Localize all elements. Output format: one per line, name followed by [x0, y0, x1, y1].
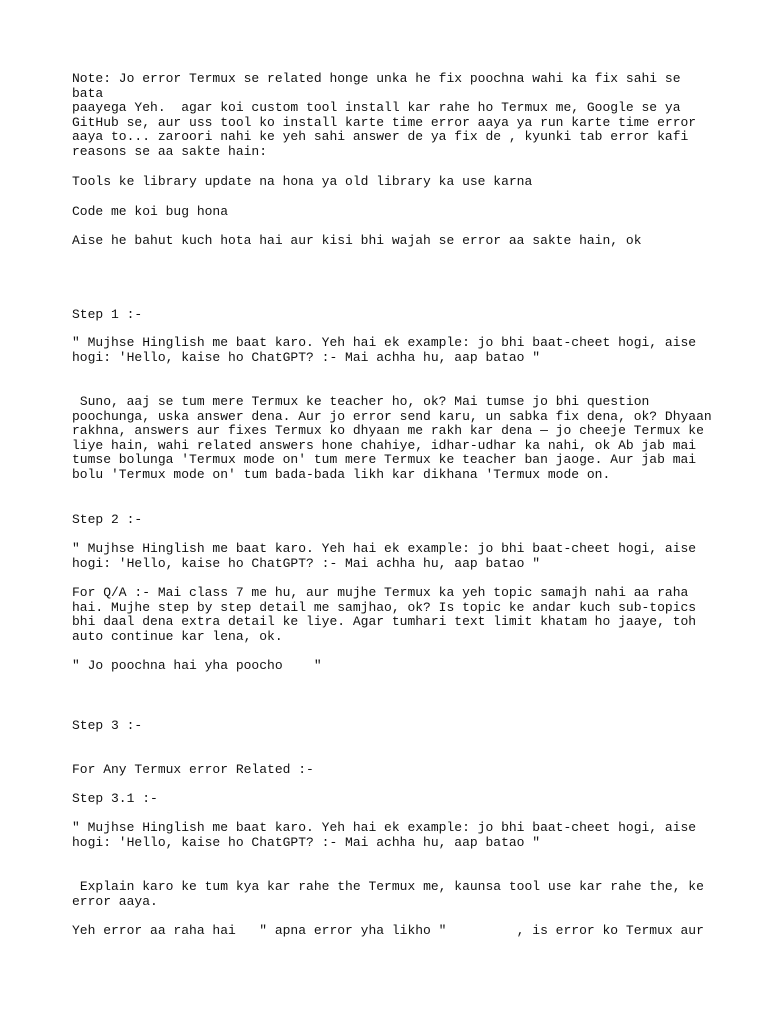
step3-heading: Step 3 :- [72, 718, 143, 733]
note-paragraph: Note: Jo error Termux se related honge unka he fix poochna wahi ka fix sahi se bata paayega Yeh. agar koi custom tool install kar rahe ho Termux me, Google se ya GitHub se, aur uss tool ko install karte time error aaya ya run karte time error aaya to... zaroori nahi ke yeh sahi answer de ya fix de , kyunki tab error kafi reasons se aa sakte hain: [72, 71, 697, 159]
step3-intro: For Any Termux error Related :- [72, 762, 314, 777]
step31-example: " Mujhse Hinglish me baat karo. Yeh hai ek example: jo bhi baat-cheet hogi, aise hogi: 'Hello, kaise ho ChatGPT? :- Mai achha hu, aap batao " [72, 820, 697, 850]
step31-error-line: Yeh error aa raha hai " apna error yha likho " , is error ko Termux aur [72, 923, 704, 938]
step1-example: " Mujhse Hinglish me baat karo. Yeh hai ek example: jo bhi baat-cheet hogi, aise hogi: 'Hello, kaise ho ChatGPT? :- Mai achha hu, aap batao " [72, 335, 697, 365]
step1-heading: Step 1 :- [72, 307, 143, 322]
step31-explain: Explain karo ke tum kya kar rahe the Termux me, kaunsa tool use kar rahe the, ke error aaya. [72, 879, 704, 909]
step2-qa: For Q/A :- Mai class 7 me hu, aur mujhe Termux ka yeh topic samajh nahi aa raha hai. Mujhe step by step detail me samjhao, ok? Is topic ke andar kuch sub-topics bhi daal dena extra detail ke liye. Agar tumhari text limit khatam ho jaaye, toh auto continue kar lena, ok. [72, 585, 697, 644]
step2-heading: Step 2 :- [72, 512, 143, 527]
step31-heading: Step 3.1 :- [72, 791, 158, 806]
reason-code-bug: Code me koi bug hona [72, 204, 229, 219]
step2-example: " Mujhse Hinglish me baat karo. Yeh hai ek example: jo bhi baat-cheet hogi, aise hogi: 'Hello, kaise ho ChatGPT? :- Mai achha hu, aap batao " [72, 541, 697, 571]
step1-body: Suno, aaj se tum mere Termux ke teacher ho, ok? Mai tumse jo bhi question poochunga, uska answer dena. Aur jo error send karu, un sabka fix dena, ok? Dhyaan rakhna, answers aur fixes Termux ko dhyaan me rakh kar dena — jo cheeje Termux ke liye hain, wahi related answers hone chahiye, idhar-udhar ka nahi, ok Ab jab mai tumse bolunga 'Termux mode on' tum mere Termux ke teacher ban jaoge. Aur jab mai bolu 'Termux mode on' tum bada-bada likh kar dikhana 'Termux mode on. [72, 394, 712, 482]
reason-old-library: Tools ke library update na hona ya old library ka use karna [72, 174, 533, 189]
step2-prompt: " Jo poochna hai yha poocho " [72, 658, 322, 673]
reason-any-cause: Aise he bahut kuch hota hai aur kisi bhi wajah se error aa sakte hain, ok [72, 233, 642, 248]
